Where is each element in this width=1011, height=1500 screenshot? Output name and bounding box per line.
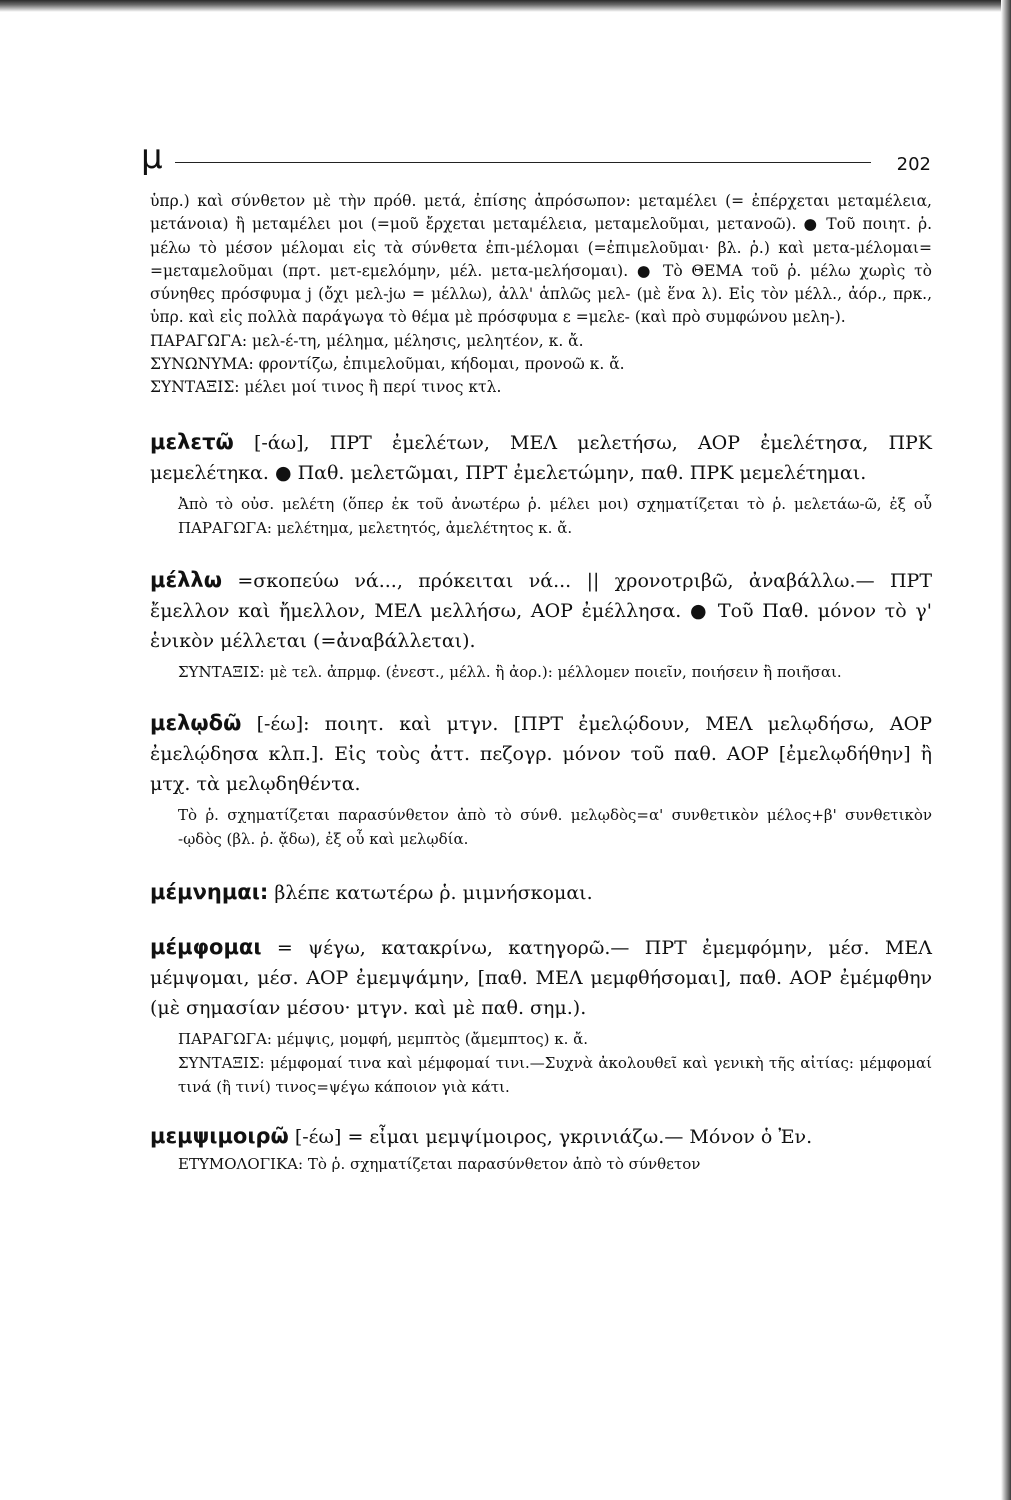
entry-note-derivatives: ΠΑΡΑΓΩΓΑ: μέμψις, μομφή, μεμπτὸς (ἄμεμπτος) κ. ἄ. (178, 1029, 589, 1048)
entry-head-text: [-άω], ΠΡΤ ἐμελέτων, ΜΕΛ μελετήσω, ΑΟΡ ἐμελέτησα, ΠΡΚ μεμελέτηκα. ● Παθ. μελετῶμαι, ΠΡΤ ἐμελετώμην, παθ. ΠΡΚ μεμελέτημαι. (150, 431, 932, 484)
entry-head-text: [-έω]: ποιητ. καὶ μτγν. [ΠΡΤ ἐμελῴδουν, ΜΕΛ μελῳδήσω, ΑΟΡ ἐμελῴδησα κλπ.]. Εἰς τοὺς ἀττ. πεζογρ. μόνον τοῦ παθ. ΑΟΡ [ἐμελῳδήθην] ἢ μτχ. τὰ μελῳδηθέντα. (150, 712, 932, 795)
entry-note-syntax: ΣΥΝΤΑΞΙΣ: μέμφομαί τινα καὶ μέμφομαί τινι.—Συχνὰ ἀκολουθεῖ καὶ γενικὴ τῆς αἰτίας: μέμφομαί τινά (ἢ τινί) τινος=ψέγω κάποιον γιὰ κάτι. (178, 1053, 932, 1096)
continued-entry (150, 190, 932, 400)
synonyms-line: ΣΥΝΩΝΥΜΑ: φροντίζω, ἐπιμελοῦμαι, κήδομαι, προνοῶ κ. ἄ. (150, 355, 625, 374)
entry-head-text: βλέπε κατωτέρω ῥ. μιμνήσκομαι. (268, 881, 593, 904)
header-rule (175, 162, 871, 163)
page-header (141, 137, 931, 180)
entry-head-text: =σκοπεύω νά..., πρόκειται νά... || χρονοτριβῶ, ἀναβάλλω.— ΠΡΤ ἔμελλον καὶ ἤμελλον, ΜΕΛ μελλήσω, ΑΟΡ ἐμέλλησα. ● Τοῦ Παθ. μόνον τὸ γ' ἑνικὸν μέλλεται (=ἀναβάλλεται). (150, 569, 932, 652)
continued-text: ὑπρ.) καὶ σύνθετον μὲ τὴν πρόθ. μετά, ἐπίσης ἀπρόσωπον: μεταμέλει (= ἐπέρχεται μεταμέλεια, μετάνοια) ἢ μεταμέλει μοι (=μοῦ ἔρχεται μεταμέλεια, μεταμελοῦμαι, μετανοῶ). ● Τοῦ ποιητ. ῥ. μέλω τὸ μέσον μέλομαι εἰς τὰ σύνθετα ἐπι-μέλομαι (=ἐπιμελοῦμαι· βλ. ῥ.) καὶ μετα-μέλομαι= =μεταμελοῦμαι (πρτ. μετ-εμελόμην, μέλ. μετα-μελήσομαι). ● Τὸ ΘΕΜΑ τοῦ ῥ. μέλω χωρὶς τὸ σύνηθες πρόσφυμα j (ὄχι μελ-jω = μέλλω), ἀλλ' ἁπλῶς μελ- (μὲ ἕνα λ). Εἰς τὸν μέλλ., ἀόρ., πρκ., ὑπρ. καὶ εἰς πολλὰ παράγωγα τὸ θέμα μὲ πρόσφυμα ε =μελε- (καὶ πρὸ συμφώνου μελη-). (150, 192, 932, 327)
entry-head-text: = ψέγω, κατακρίνω, κατηγορῶ.— ΠΡΤ ἐμεμφόμην, μέσ. ΜΕΛ μέμψομαι, μέσ. ΑΟΡ ἐμεμψάμην, [παθ. ΜΕΛ μεμφθήσομαι], παθ. ΑΟΡ ἐμέμφθην (μὲ σημασίαν μέσου· μτγν. καὶ μὲ παθ. σημ.). (150, 936, 932, 1019)
entry-meletō (150, 427, 932, 540)
entry-melōdō (150, 708, 932, 851)
section-letter: μ (141, 137, 163, 177)
entry-note: Ἀπὸ τὸ οὐσ. μελέτη (ὅπερ ἐκ τοῦ ἀνωτέρω ῥ. μέλει μοι) σχηματίζεται τὸ ῥ. μελετάω-ῶ, ἐξ οὗ ΠΑΡΑΓΩΓΑ: μελέτημα, μελετητός, ἀμελέτητος κ. ἄ. (178, 494, 932, 537)
entry-head-text: [-έω] = εἶμαι μεμψίμοιρος, γκρινιάζω.— Μόνον ὁ Ἐν. (288, 1125, 813, 1148)
page-number: 202 (896, 154, 931, 175)
entry-note: ΣΥΝΤΑΞΙΣ: μὲ τελ. ἀπρμφ. (ἐνεστ., μέλλ. ἢ ἀορ.): μέλλομεν ποιεῖν, ποιήσειν ἢ ποιῆσαι. (178, 662, 842, 681)
entry-lemma: μελετῶ (150, 429, 234, 454)
entry-lemma: μέμνημαι: (150, 879, 269, 904)
scan-edge-top (0, 0, 1011, 12)
derivatives-line: ΠΑΡΑΓΩΓΑ: μελ-έ-τη, μέλημα, μέλησις, μελητέον, κ. ἄ. (150, 331, 584, 350)
entry-lemma: μέλλω (150, 567, 222, 592)
entry-lemma: μέμφομαι (150, 934, 262, 959)
scan-edge-right (1001, 0, 1011, 1500)
entry-mellō (150, 565, 932, 684)
dictionary-body (150, 190, 932, 1176)
entry-mempsimoirō (150, 1121, 932, 1176)
entry-note-etymology: ΕΤΥΜΟΛΟΓΙΚΑ: Τὸ ῥ. σχηματίζεται παρασύνθετον ἀπὸ τὸ σύνθετον (178, 1154, 701, 1173)
entry-lemma: μελῳδῶ (150, 710, 242, 735)
entry-note: Τὸ ῥ. σχηματίζεται παρασύνθετον ἀπὸ τὸ σύνθ. μελῳδὸς=α' συνθετικὸν μέλος+β' συνθετικὸν -ῳδὸς (βλ. ῥ. ᾄδω), ἐξ οὗ καὶ μελῳδία. (178, 805, 932, 848)
syntax-line: ΣΥΝΤΑΞΙΣ: μέλει μοί τινος ἢ περί τινος κτλ. (150, 378, 502, 397)
entry-lemma: μεμψιμοιρῶ (150, 1123, 289, 1148)
entry-memnēmai (150, 877, 932, 908)
entry-memphomai (150, 932, 932, 1099)
